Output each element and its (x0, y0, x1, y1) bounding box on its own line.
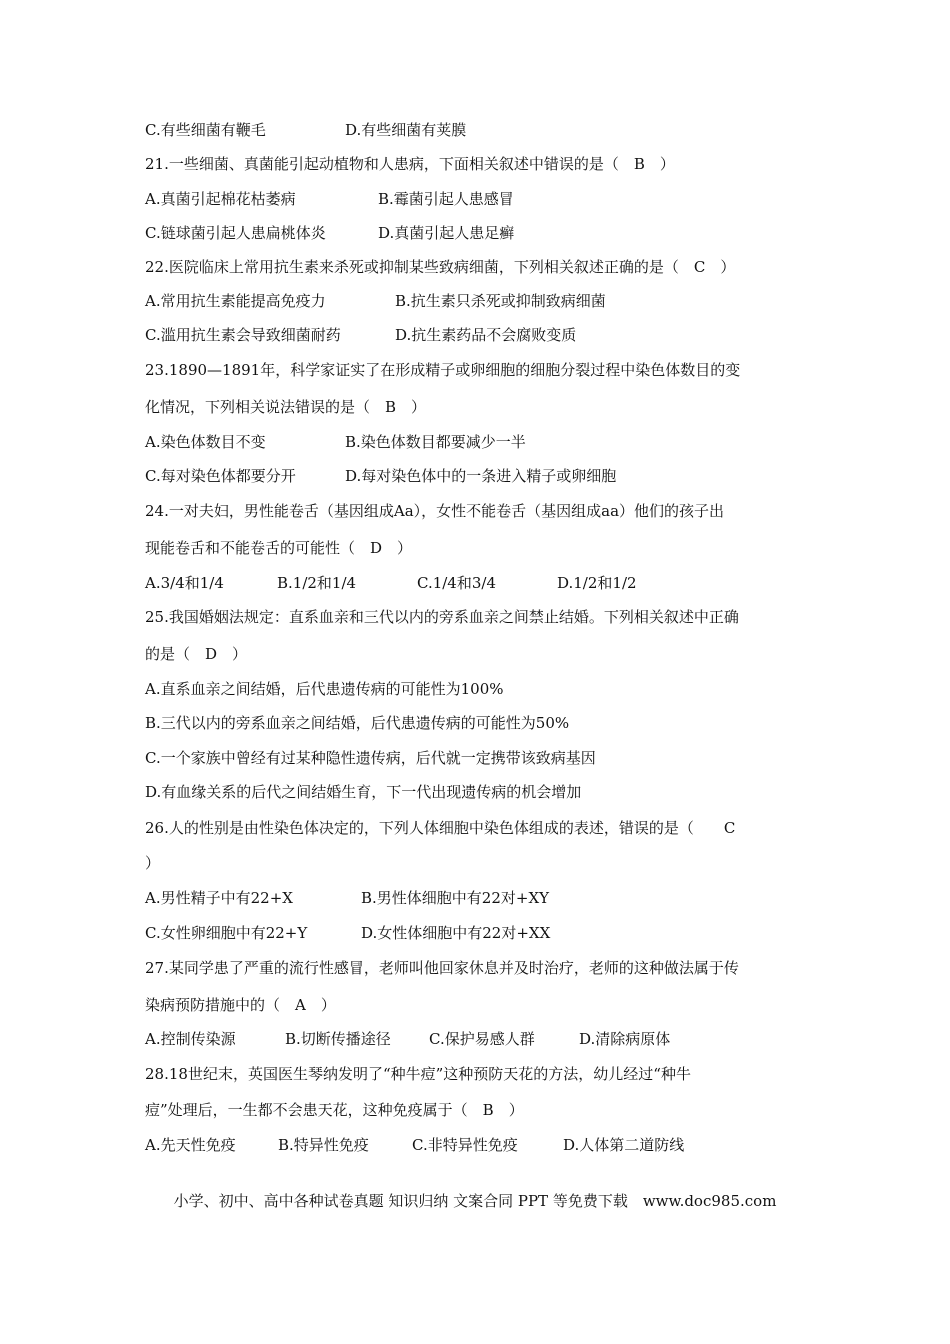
q24-option-a: A.3/4和1/4 (145, 574, 224, 592)
q21-option-a: A.真菌引起棉花枯萎病 (145, 190, 296, 208)
q28-option-d: D.人体第二道防线 (563, 1136, 685, 1154)
q27-option-d: D.清除病原体 (579, 1030, 671, 1048)
q24-stem-line1: 24.一对夫妇，男性能卷舌（基因组成Aa），女性不能卷舌（基因组成aa）他们的孩子出 (145, 502, 725, 520)
q25-option-a: A.直系血亲之间结婚，后代患遗传病的可能性为100% (145, 680, 504, 698)
q26-option-c: C.女性卵细胞中有22+Y (145, 924, 308, 942)
q22-option-a: A.常用抗生素能提高免疫力 (145, 292, 326, 310)
q27-option-b: B.切断传播途径 (285, 1030, 391, 1048)
q20-option-d: D.有些细菌有荚膜 (345, 121, 467, 139)
q23-option-b: B.染色体数目都要减少一半 (345, 433, 526, 451)
q28-option-b: B.特异性免疫 (278, 1136, 369, 1154)
page-footer: 小学、初中、高中各种试卷真题 知识归纳 文案合同 PPT 等免费下载 www.doc985.com (173, 1192, 777, 1210)
q22-stem: 22.医院临床上常用抗生素来杀死或抑制某些致病细菌，下列相关叙述正确的是（ C ） (145, 258, 736, 276)
q23-option-a: A.染色体数目不变 (145, 433, 266, 451)
q22-option-c: C.滥用抗生素会导致细菌耐药 (145, 326, 341, 344)
q25-stem-line1: 25.我国婚姻法规定：直系血亲和三代以内的旁系血亲之间禁止结婚。下列相关叙述中正确 (145, 608, 739, 626)
q28-option-c: C.非特异性免疫 (412, 1136, 518, 1154)
q25-option-b: B.三代以内的旁系血亲之间结婚，后代患遗传病的可能性为50% (145, 714, 570, 732)
q24-option-b: B.1/2和1/4 (277, 574, 357, 592)
q23-option-d: D.每对染色体中的一条进入精子或卵细胞 (345, 467, 617, 485)
q21-option-d: D.真菌引起人患足癣 (378, 224, 515, 242)
q24-stem-line2: 现能卷舌和不能卷舌的可能性（ D ） (145, 539, 413, 557)
q26-option-d: D.女性体细胞中有22对+XX (361, 924, 551, 942)
q27-option-c: C.保护易感人群 (429, 1030, 535, 1048)
q23-stem-line1: 23.1890—1891年，科学家证实了在形成精子或卵细胞的细胞分裂过程中染色体数目的变 (145, 361, 741, 379)
q25-option-c: C.一个家族中曾经有过某种隐性遗传病，后代就一定携带该致病基因 (145, 749, 596, 767)
q21-option-c: C.链球菌引起人患扁桃体炎 (145, 224, 326, 242)
q21-option-b: B.霉菌引起人患感冒 (378, 190, 514, 208)
q25-stem-line2: 的是（ D ） (145, 645, 248, 663)
q28-stem-line1: 28.18世纪末，英国医生琴纳发明了“种牛痘”这种预防天花的方法，幼儿经过“种牛 (145, 1065, 691, 1083)
q28-stem-line2: 痘”处理后，一生都不会患天花，这种免疫属于（ B ） (145, 1101, 524, 1119)
q27-option-a: A.控制传染源 (145, 1030, 236, 1048)
q26-option-a: A.男性精子中有22+X (145, 889, 293, 907)
q26-stem-line1: 26.人的性别是由性染色体决定的，下列人体细胞中染色体组成的表述，错误的是（ C (145, 819, 736, 837)
q24-option-c: C.1/4和3/4 (417, 574, 496, 592)
q21-stem: 21.一些细菌、真菌能引起动植物和人患病，下面相关叙述中错误的是（ B ） (145, 155, 675, 173)
q27-stem-line2: 染病预防措施中的（ A ） (145, 996, 336, 1014)
q24-option-d: D.1/2和1/2 (557, 574, 637, 592)
q26-option-b: B.男性体细胞中有22对+XY (361, 889, 550, 907)
q27-stem-line1: 27.某同学患了严重的流行性感冒，老师叫他回家休息并及时治疗，老师的这种做法属于传 (145, 959, 739, 977)
q28-option-a: A.先天性免疫 (145, 1136, 236, 1154)
q23-option-c: C.每对染色体都要分开 (145, 467, 296, 485)
q22-option-b: B.抗生素只杀死或抑制致病细菌 (395, 292, 606, 310)
q23-stem-line2: 化情况，下列相关说法错误的是（ B ） (145, 398, 427, 416)
q20-option-c: C.有些细菌有鞭毛 (145, 121, 266, 139)
q26-stem-line2: ） (145, 854, 161, 872)
q25-option-d: D.有血缘关系的后代之间结婚生育，下一代出现遗传病的机会增加 (145, 783, 582, 801)
q22-option-d: D.抗生素药品不会腐败变质 (395, 326, 577, 344)
